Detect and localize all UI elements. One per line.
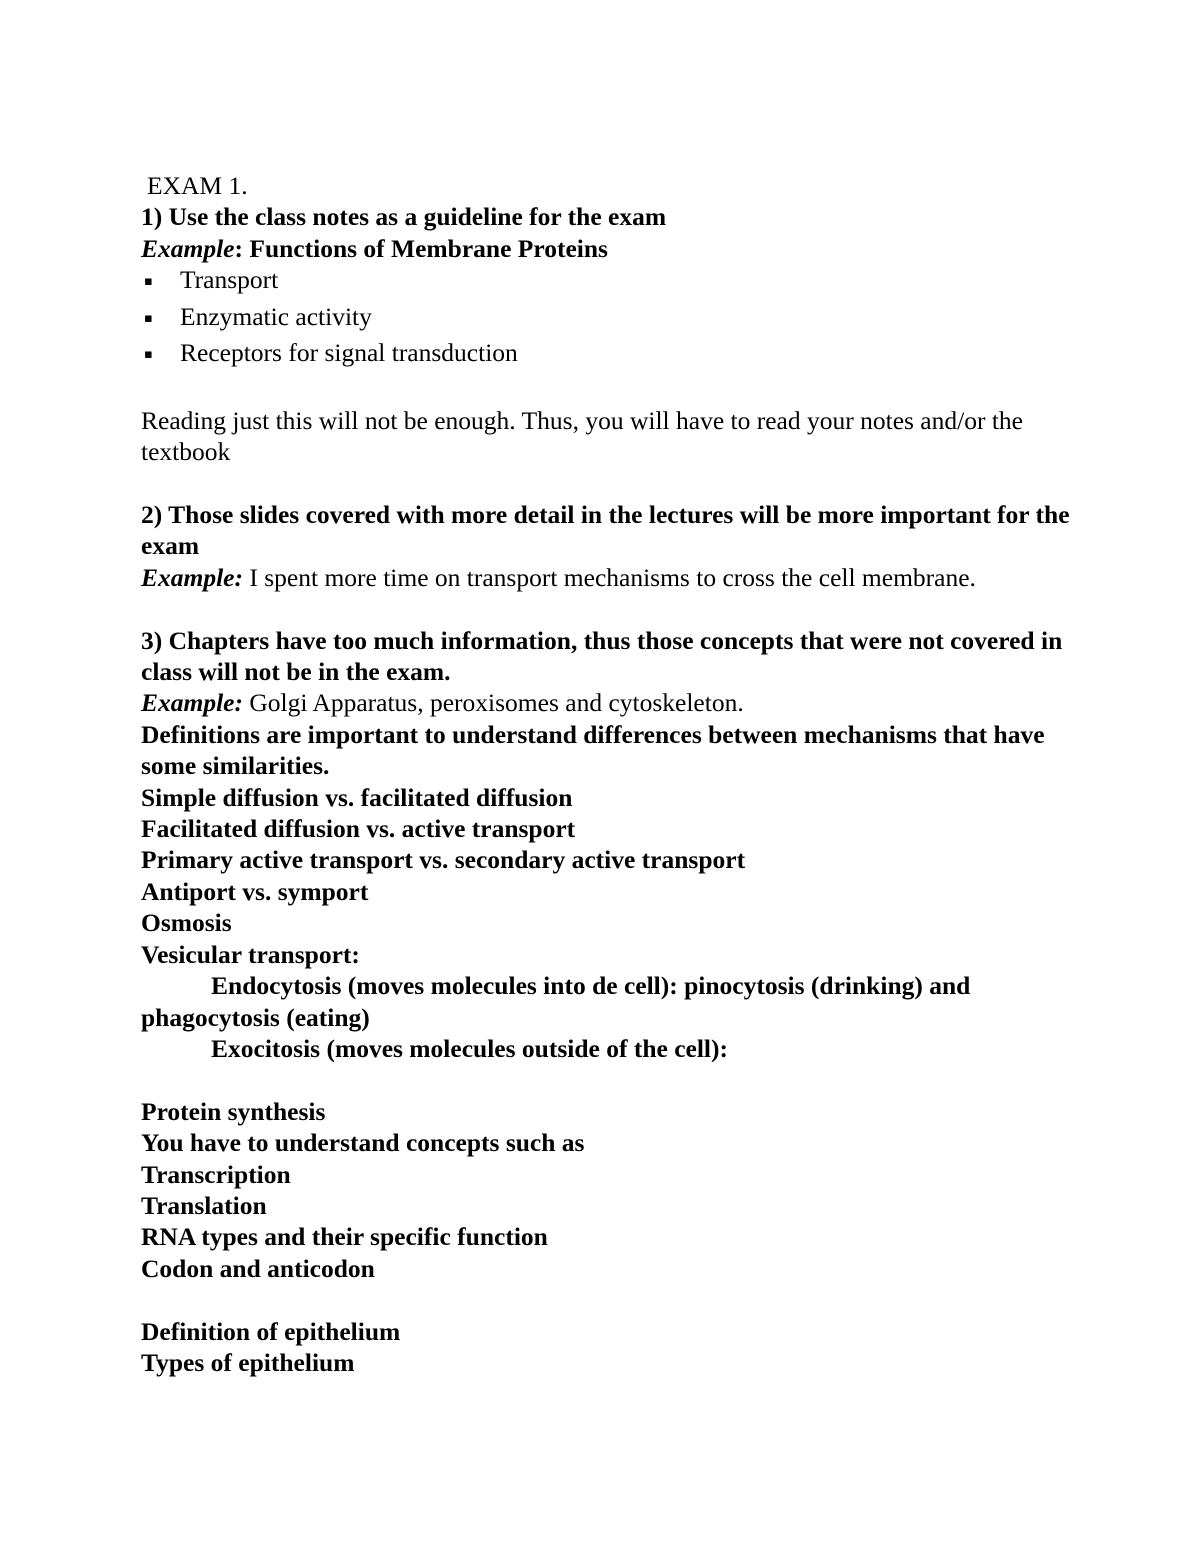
item3-example <box>141 687 1081 718</box>
item1-note: Reading just this will not be enough. Thus, you will have to read your notes and/or the textbook <box>141 405 1023 467</box>
topic-line: RNA types and their specific function <box>141 1222 548 1252</box>
item1-example <box>141 233 1081 264</box>
protein-intro: You have to understand concepts such as <box>141 1128 585 1158</box>
topic-line: Simple diffusion vs. facilitated diffusion <box>141 782 573 812</box>
example-label: Example: <box>141 688 243 718</box>
topic-line: Antiport vs. symport <box>141 876 369 906</box>
example-text: : Functions of Membrane Proteins <box>234 233 608 263</box>
topic-line: Translation <box>141 1190 267 1220</box>
document-body <box>141 170 1081 1378</box>
topic-line: Codon and anticodon <box>141 1253 375 1283</box>
bullet-text: Enzymatic activity <box>180 301 372 331</box>
item3-heading: 3) Chapters have too much information, thus those concepts that were not covered in class will not be in the exam. <box>141 625 1063 687</box>
bullet-text: Receptors for signal transduction <box>180 338 518 368</box>
bullet-text: Transport <box>180 265 279 295</box>
spacer <box>141 468 1081 499</box>
spacer <box>141 1064 1081 1095</box>
example-label: Example: <box>141 562 243 592</box>
spacer <box>141 1284 1081 1315</box>
item2-heading: 2) Those slides covered with more detail in the lectures will be more important for the exam <box>141 500 1070 561</box>
topic-line: Facilitated diffusion vs. active transport <box>141 814 576 844</box>
bullet-item <box>141 337 1081 373</box>
square-bullet-icon: ▪ <box>144 310 153 326</box>
square-bullet-icon: ▪ <box>144 274 153 290</box>
bullet-item <box>141 264 1081 300</box>
bullet-item <box>141 301 1081 337</box>
exam-title: EXAM 1. <box>147 171 248 200</box>
topic-line: Vesicular transport: <box>141 939 360 969</box>
endocytosis-line: Endocytosis (moves molecules into de cell): pinocytosis (drinking) and <box>211 971 971 1001</box>
exocytosis-line: Exocitosis (moves molecules outside of the cell): <box>211 1033 728 1063</box>
topic-line: Types of epithelium <box>141 1347 355 1377</box>
endocytosis-continued: phagocytosis (eating) <box>141 1002 370 1032</box>
spacer <box>141 373 1081 404</box>
spacer <box>141 593 1081 624</box>
example-label: Example <box>141 233 235 263</box>
topic-line: Definition of epithelium <box>141 1316 401 1346</box>
protein-heading: Protein synthesis <box>141 1096 326 1126</box>
topic-line: Transcription <box>141 1159 291 1189</box>
definitions-intro: Definitions are important to understand differences between mechanisms that have some similarities. <box>141 719 1045 781</box>
item1-heading: 1) Use the class notes as a guideline for the exam <box>141 202 667 232</box>
example-text: I spent more time on transport mechanisms to cross the cell membrane. <box>243 562 976 592</box>
square-bullet-icon: ▪ <box>144 347 153 363</box>
item2-example <box>141 562 1081 593</box>
topic-line: Osmosis <box>141 908 232 938</box>
example-text: Golgi Apparatus, peroxisomes and cytoskeleton. <box>243 688 744 718</box>
topic-line: Primary active transport vs. secondary active transport <box>141 845 746 875</box>
